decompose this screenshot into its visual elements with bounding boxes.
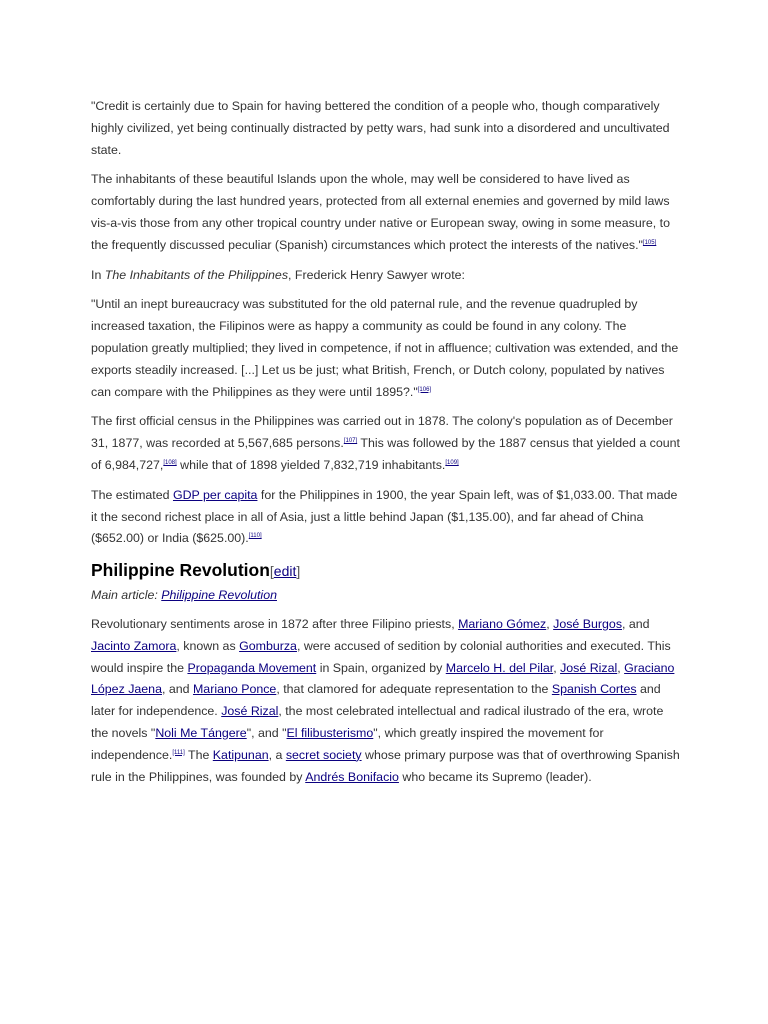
sawyer-intro: In The Inhabitants of the Philippines, Frederick Henry Sawyer wrote: [91, 267, 465, 282]
link-jose-burgos[interactable]: José Burgos [553, 616, 623, 631]
quote-paragraph-2: The inhabitants of these beautiful Islands upon the whole, may well be considered to have lived as comfortably during the last hundred years, protected from all external enemies and governed by mild laws vis-a-vis those from any other tropical country under native or European sway, owing in some measure, to the frequently discussed peculiar (Spanish) circumstances which protect the interests of the natives."[105] [91, 172, 670, 252]
link-katipunan[interactable]: Katipunan [212, 747, 269, 762]
link-jose-rizal[interactable]: José Rizal [560, 660, 618, 675]
link-jacinto-zamora[interactable]: Jacinto Zamora [91, 638, 177, 653]
reference-110[interactable]: [110] [248, 533, 262, 540]
quote-paragraph-1: "Credit is certainly due to Spain for having bettered the condition of a people who, though comparatively highly civilized, yet being continually distracted by petty wars, had sunk into a disordered and uncultivated state. [91, 99, 670, 157]
reference-108[interactable]: [108] [163, 459, 177, 466]
sawyer-quote: "Until an inept bureaucracy was substituted for the old paternal rule, and the revenue quadrupled by increased taxation, the Filipinos were as happy a community as could be found in any colony. The population greatly multiplied; they lived in competence, if not in affluence; cultivation was extended, and the exports steadily increased. [...] Let us be just; what British, French, or Dutch colony, populated by natives can compare with the Philippines as they were until 1895?."[106] [91, 297, 679, 399]
edit-section: [edit] [269, 563, 301, 580]
link-jose-rizal-2[interactable]: José Rizal [221, 704, 279, 719]
link-gdp-per-capita[interactable]: GDP per capita [172, 487, 258, 502]
census-paragraph: The first official census in the Philippines was carried out in 1878. The colony's population as of December 31, 1877, was recorded at 5,567,685 persons.[107] This was followed by the 1887 census that yielded a count of 6,984,727,[108] while that of 1898 yielded 7,832,719 inhabitants.[109] [91, 414, 680, 472]
link-marcelo-del-pilar[interactable]: Marcelo H. del Pilar [445, 660, 554, 675]
link-main-article[interactable]: Philippine Revolution [161, 588, 277, 603]
edit-link[interactable]: edit [273, 563, 297, 580]
revolution-paragraph: Revolutionary sentiments arose in 1872 after three Filipino priests, Mariano Gómez, José Burgos, and Jacinto Zamora, known as Gomburza, were accused of sedition by colonial authorities and executed. This would inspire the Propaganda Movement in Spain, organized by Marcelo H. del Pilar, José Rizal, Graciano López Jaena, and Mariano Ponce, that clamored for adequate representation to the Spanish Cortes and later for independence. José Rizal, the most celebrated intellectual and radical ilustrado of the era, wrote the novels "Noli Me Tángere", and "El filibusterismo", which greatly inspired the movement for independence.[111] The Katipunan, a secret society whose primary purpose was that of overthrowing Spanish rule in the Philippines, was founded by Andrés Bonifacio who became its Supremo (leader). [91, 616, 680, 784]
link-graciano-lopez-jaena[interactable]: Graciano López Jaena [91, 660, 675, 697]
main-article-hatnote: Main article: Philippine Revolution [91, 588, 277, 603]
link-el-filibusterismo[interactable]: El filibusterismo [286, 725, 374, 740]
reference-109[interactable]: [109] [445, 459, 459, 466]
reference-105[interactable]: [105] [642, 239, 657, 246]
link-gomburza[interactable]: Gomburza [239, 638, 297, 653]
article-body [91, 96, 681, 796]
link-spanish-cortes[interactable]: Spanish Cortes [551, 682, 637, 697]
link-propaganda-movement[interactable]: Propaganda Movement [187, 660, 317, 675]
reference-111[interactable]: [111] [172, 749, 185, 756]
link-secret-society[interactable]: secret society [285, 747, 362, 762]
link-mariano-ponce[interactable]: Mariano Ponce [192, 682, 277, 697]
section-heading: Philippine Revolution[edit] [91, 560, 301, 581]
link-andres-bonifacio[interactable]: Andrés Bonifacio [305, 769, 399, 784]
reference-107[interactable]: [107] [343, 438, 358, 445]
link-noli-me-tangere[interactable]: Noli Me Tángere [155, 725, 247, 740]
link-mariano-gomez[interactable]: Mariano Gómez [458, 616, 547, 631]
book-title: The Inhabitants of the Philippines [104, 267, 289, 282]
reference-106[interactable]: [106] [417, 386, 432, 393]
gdp-paragraph: The estimated GDP per capita for the Philippines in 1900, the year Spain left, was of $1,033.00. That made it the second richest place in all of Asia, just a little behind Japan ($1,135.00), and far ahead of China ($652.00) or India ($625.00).[110] [91, 487, 678, 546]
